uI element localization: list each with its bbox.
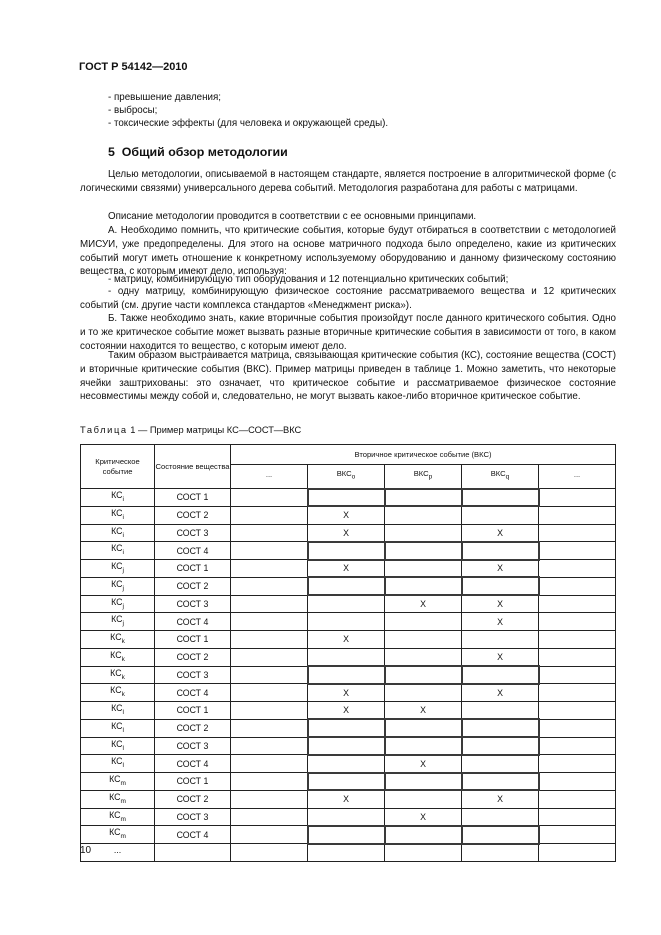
cell-critical-event	[81, 790, 155, 808]
cell-mark	[308, 808, 385, 826]
paragraph: Б. Также необходимо знать, какие вторичные события произойдут после данного критического события. Одно и то же критическое событие может вызвать разные вторичные критические события в зависимости от того, в каком состоянии находится то вещество, с которым имеют дело.	[80, 313, 616, 352]
list-item: - токсические эффекты (для человека и окружающей среды).	[108, 118, 389, 129]
cell-critical-event	[81, 631, 155, 649]
cell-mark	[539, 613, 616, 631]
paragraph: - матрицу, комбинирующую тип оборудования и 12 потенциально критических событий;	[108, 274, 509, 285]
cell-mark	[308, 542, 385, 560]
subheader-label: ...	[573, 469, 581, 479]
cell-critical-event	[81, 737, 155, 755]
cell-mark: X	[385, 702, 462, 720]
subheader-label: ВКС	[336, 469, 352, 479]
cell-mark	[462, 719, 539, 737]
cell-mark	[385, 826, 462, 844]
cell-mark	[539, 844, 616, 862]
cell-state: СОСТ 3	[155, 595, 231, 613]
critical-event-index: m	[120, 833, 126, 840]
subheader-cell	[385, 465, 462, 489]
critical-event-label: КС	[110, 632, 122, 642]
cell-state: СОСТ 1	[155, 773, 231, 791]
header-state: Состояние вещества	[155, 445, 231, 489]
cell-mark	[385, 560, 462, 578]
critical-event-label: КС	[111, 596, 123, 607]
cell-mark	[231, 577, 308, 595]
cell-mark	[308, 613, 385, 631]
cell-mark	[539, 755, 616, 773]
table-row	[81, 489, 616, 507]
cell-mark	[462, 489, 539, 507]
cell-critical-event	[81, 755, 155, 773]
cell-mark	[539, 808, 616, 826]
cell-critical-event	[81, 702, 155, 720]
cell-mark	[539, 719, 616, 737]
critical-event-index: i	[122, 495, 124, 503]
cell-mark	[539, 631, 616, 649]
cell-mark: X	[308, 631, 385, 649]
paragraph: - одну матрицу, комбинирующую физическое состояние рассматриваемого вещества и 12 критических событий (см. другие части комплекса стандартов «Менеджмент риска»).	[80, 286, 616, 311]
cell-mark	[308, 648, 385, 666]
critical-event-index: l	[122, 726, 124, 734]
cell-mark	[231, 773, 308, 791]
critical-event-label: КС	[111, 543, 123, 554]
table-row	[81, 666, 616, 684]
cell-mark	[231, 560, 308, 578]
critical-event-label: КС	[109, 809, 121, 820]
cell-state: СОСТ 3	[155, 737, 231, 755]
table-row	[81, 790, 616, 808]
subheader-cell	[462, 465, 539, 489]
critical-event-index: m	[120, 797, 126, 805]
cell-mark: X	[308, 506, 385, 524]
cell-critical-event	[81, 506, 155, 524]
table-row	[81, 808, 616, 826]
document-header: ГОСТ Р 54142—2010	[79, 61, 188, 73]
cell-mark	[385, 773, 462, 791]
cell-critical-event	[81, 844, 155, 862]
cell-mark	[231, 755, 308, 773]
cell-mark: X	[462, 648, 539, 666]
critical-event-label: КС	[111, 756, 123, 767]
cell-mark	[231, 489, 308, 507]
cell-mark	[385, 524, 462, 542]
subheader-cell	[308, 465, 385, 489]
critical-event-index: k	[121, 655, 125, 663]
subheader-label: ...	[265, 469, 273, 479]
critical-event-label: ...	[113, 845, 122, 855]
critical-event-label: КС	[111, 578, 123, 589]
cell-critical-event	[81, 613, 155, 631]
table-row	[81, 542, 616, 560]
critical-event-label: КС	[111, 703, 123, 713]
critical-event-label: КС	[111, 525, 123, 536]
cell-mark	[385, 666, 462, 684]
cell-mark	[539, 666, 616, 684]
cell-mark	[462, 808, 539, 826]
section-heading	[108, 145, 288, 159]
table-row	[81, 613, 616, 631]
cell-mark	[539, 737, 616, 755]
cell-critical-event	[81, 719, 155, 737]
cell-mark	[308, 737, 385, 755]
section-number: 5	[108, 145, 115, 159]
cell-mark	[385, 684, 462, 702]
cell-mark	[539, 790, 616, 808]
table-row	[81, 773, 616, 791]
critical-event-index: l	[122, 762, 124, 769]
cell-mark: X	[462, 560, 539, 578]
table-row	[81, 702, 616, 720]
cell-critical-event	[81, 577, 155, 595]
critical-event-label: КС	[110, 667, 122, 678]
critical-event-index: k	[121, 673, 125, 681]
cell-mark	[462, 506, 539, 524]
cell-mark	[385, 790, 462, 808]
cell-state: СОСТ 4	[155, 613, 231, 631]
cell-mark	[385, 719, 462, 737]
cell-critical-event	[81, 524, 155, 542]
subheader-index: o	[351, 474, 356, 481]
cell-critical-event	[81, 666, 155, 684]
cell-mark	[385, 844, 462, 862]
cell-mark	[539, 542, 616, 560]
cell-mark: X	[308, 684, 385, 702]
cell-state: СОСТ 2	[155, 577, 231, 595]
critical-event-index: j	[122, 566, 124, 574]
cell-mark: X	[385, 808, 462, 826]
table-row	[81, 595, 616, 613]
cell-mark	[231, 702, 308, 720]
cell-mark	[385, 613, 462, 631]
cell-mark	[308, 489, 385, 507]
cell-mark	[539, 595, 616, 613]
cell-mark	[539, 506, 616, 524]
critical-event-index: j	[122, 620, 124, 627]
table-caption	[80, 425, 301, 435]
cell-mark: X	[385, 755, 462, 773]
cell-critical-event	[81, 560, 155, 578]
cell-mark	[231, 737, 308, 755]
critical-event-label: КС	[109, 791, 121, 802]
cell-mark: X	[308, 702, 385, 720]
cell-state: СОСТ 4	[155, 684, 231, 702]
cell-mark	[539, 826, 616, 844]
cell-mark: X	[462, 790, 539, 808]
cell-mark	[231, 826, 308, 844]
cell-mark	[539, 577, 616, 595]
critical-event-index: l	[122, 744, 124, 752]
cell-critical-event	[81, 808, 155, 826]
cell-mark	[231, 808, 308, 826]
table-row	[81, 684, 616, 702]
table-row	[81, 844, 616, 862]
cell-state: СОСТ 1	[155, 702, 231, 720]
list-item: - выбросы;	[108, 105, 158, 116]
cell-mark	[231, 844, 308, 862]
cell-mark	[462, 844, 539, 862]
cell-mark	[231, 790, 308, 808]
cell-state: СОСТ 3	[155, 808, 231, 826]
cell-state: СОСТ 1	[155, 560, 231, 578]
cell-mark: X	[308, 790, 385, 808]
table-row	[81, 755, 616, 773]
cell-mark	[539, 560, 616, 578]
paragraph: Таким образом выстраивается матрица, связывающая критические события (КС), состояние вещества (СОСТ) и вторичные критические события (ВКС). Пример матрицы приведен в таблице 1. Можно заметить, что некоторые ячейки заштрихованы: это означает, что критическое событие и рассматриваемое физическое состояние несовместимы между собой и, следовательно, не могут вызвать какое-либо вторичное критическое событие.	[80, 350, 616, 403]
cell-mark	[462, 773, 539, 791]
cell-mark	[462, 666, 539, 684]
cell-mark	[308, 577, 385, 595]
cell-mark	[231, 648, 308, 666]
subheader-cell	[231, 465, 308, 489]
cell-mark	[462, 826, 539, 844]
paragraph: Целью методологии, описываемой в настоящем стандарте, является построение в алгоритмической форме (с логическими связями) универсального дерева событий. Методология разработана для работы с матрицами.	[80, 169, 616, 194]
cell-mark	[462, 737, 539, 755]
cell-critical-event	[81, 684, 155, 702]
cell-mark	[308, 773, 385, 791]
cell-mark	[308, 755, 385, 773]
critical-event-label: КС	[111, 720, 123, 731]
critical-event-label: КС	[111, 490, 123, 500]
cell-mark	[539, 648, 616, 666]
critical-event-index: m	[120, 779, 126, 787]
table-caption-word: Таблица	[80, 425, 128, 435]
subheader-index: p	[428, 474, 433, 481]
subheader-label: ВКС	[490, 469, 506, 479]
cell-mark	[385, 737, 462, 755]
cell-mark	[462, 755, 539, 773]
critical-event-index: i	[122, 513, 124, 521]
cell-critical-event	[81, 826, 155, 844]
critical-event-index: k	[121, 691, 125, 698]
list-item: - превышение давления;	[108, 92, 222, 103]
section-title: Общий обзор методологии	[121, 145, 288, 159]
table-row	[81, 577, 616, 595]
cell-mark: X	[308, 560, 385, 578]
cell-mark	[385, 489, 462, 507]
critical-event-index: l	[122, 708, 124, 716]
cell-state: СОСТ 4	[155, 542, 231, 560]
critical-event-label: КС	[109, 827, 121, 838]
header-critical-event: Критическое событие	[81, 445, 155, 489]
matrix-table	[80, 444, 616, 862]
cell-mark	[462, 631, 539, 649]
critical-event-index: i	[122, 531, 124, 539]
paragraph: Описание методологии проводится в соответствии с ее основными принципами.	[108, 211, 477, 222]
cell-mark	[231, 613, 308, 631]
cell-mark	[231, 631, 308, 649]
cell-mark	[539, 524, 616, 542]
cell-state: СОСТ 2	[155, 506, 231, 524]
cell-mark	[308, 719, 385, 737]
cell-state: СОСТ 1	[155, 631, 231, 649]
cell-mark: X	[308, 524, 385, 542]
cell-mark	[231, 684, 308, 702]
critical-event-label: КС	[109, 774, 121, 784]
critical-event-label: КС	[111, 561, 123, 571]
table-row	[81, 826, 616, 844]
cell-mark	[308, 666, 385, 684]
cell-state: СОСТ 1	[155, 489, 231, 507]
cell-mark	[539, 489, 616, 507]
cell-mark	[385, 577, 462, 595]
cell-mark	[231, 542, 308, 560]
cell-mark	[462, 542, 539, 560]
cell-mark	[231, 506, 308, 524]
cell-critical-event	[81, 595, 155, 613]
table-row	[81, 719, 616, 737]
cell-mark	[231, 666, 308, 684]
critical-event-label: КС	[111, 738, 123, 749]
cell-mark: X	[462, 613, 539, 631]
cell-mark	[308, 826, 385, 844]
cell-mark	[308, 595, 385, 613]
table-row	[81, 631, 616, 649]
cell-mark	[231, 524, 308, 542]
table-row	[81, 737, 616, 755]
cell-critical-event	[81, 489, 155, 507]
cell-critical-event	[81, 773, 155, 791]
critical-event-index: j	[122, 602, 124, 610]
cell-mark	[462, 577, 539, 595]
table-row	[81, 524, 616, 542]
cell-mark: X	[462, 595, 539, 613]
cell-state: СОСТ 3	[155, 524, 231, 542]
cell-mark	[231, 595, 308, 613]
page-number: 10	[80, 845, 92, 856]
subheader-cell	[539, 465, 616, 489]
paragraph: А. Необходимо помнить, что критические события, которые будут отбираться в соответствии с методологией МИСУИ, уже предопределены. Для этого на основе матричного подхода было определено, какие из критических событий могут иметь отношение к конкретному используемому оборудованию и данному физическому состоянию вещества, с которым имеют дело, используя:	[80, 225, 616, 278]
header-secondary-event: Вторичное критическое событие (ВКС)	[231, 445, 616, 465]
cell-mark: X	[462, 684, 539, 702]
subheader-index: q	[505, 474, 510, 481]
critical-event-index: m	[120, 815, 126, 823]
cell-mark	[385, 542, 462, 560]
table-row	[81, 648, 616, 666]
table-row	[81, 560, 616, 578]
cell-mark	[539, 773, 616, 791]
cell-state: СОСТ 4	[155, 755, 231, 773]
cell-mark	[385, 506, 462, 524]
cell-mark	[539, 702, 616, 720]
cell-mark	[308, 844, 385, 862]
critical-event-label: КС	[111, 614, 123, 625]
cell-state: СОСТ 2	[155, 719, 231, 737]
cell-state: СОСТ 2	[155, 790, 231, 808]
cell-mark	[231, 719, 308, 737]
critical-event-label: КС	[110, 685, 122, 696]
critical-event-index: j	[122, 584, 124, 592]
cell-state: СОСТ 2	[155, 648, 231, 666]
critical-event-label: КС	[110, 649, 122, 660]
cell-mark: X	[462, 524, 539, 542]
critical-event-index: k	[121, 637, 125, 645]
cell-mark	[539, 684, 616, 702]
critical-event-index: i	[122, 549, 124, 556]
cell-mark	[462, 702, 539, 720]
cell-mark	[385, 631, 462, 649]
cell-state	[155, 844, 231, 862]
cell-state: СОСТ 4	[155, 826, 231, 844]
cell-mark: X	[385, 595, 462, 613]
table-caption-text: 1 — Пример матрицы КС—СОСТ—ВКС	[127, 425, 302, 435]
critical-event-label: КС	[111, 507, 123, 518]
cell-critical-event	[81, 648, 155, 666]
subheader-label: ВКС	[413, 469, 429, 479]
cell-critical-event	[81, 542, 155, 560]
cell-mark	[385, 648, 462, 666]
table-row	[81, 506, 616, 524]
cell-state: СОСТ 3	[155, 666, 231, 684]
